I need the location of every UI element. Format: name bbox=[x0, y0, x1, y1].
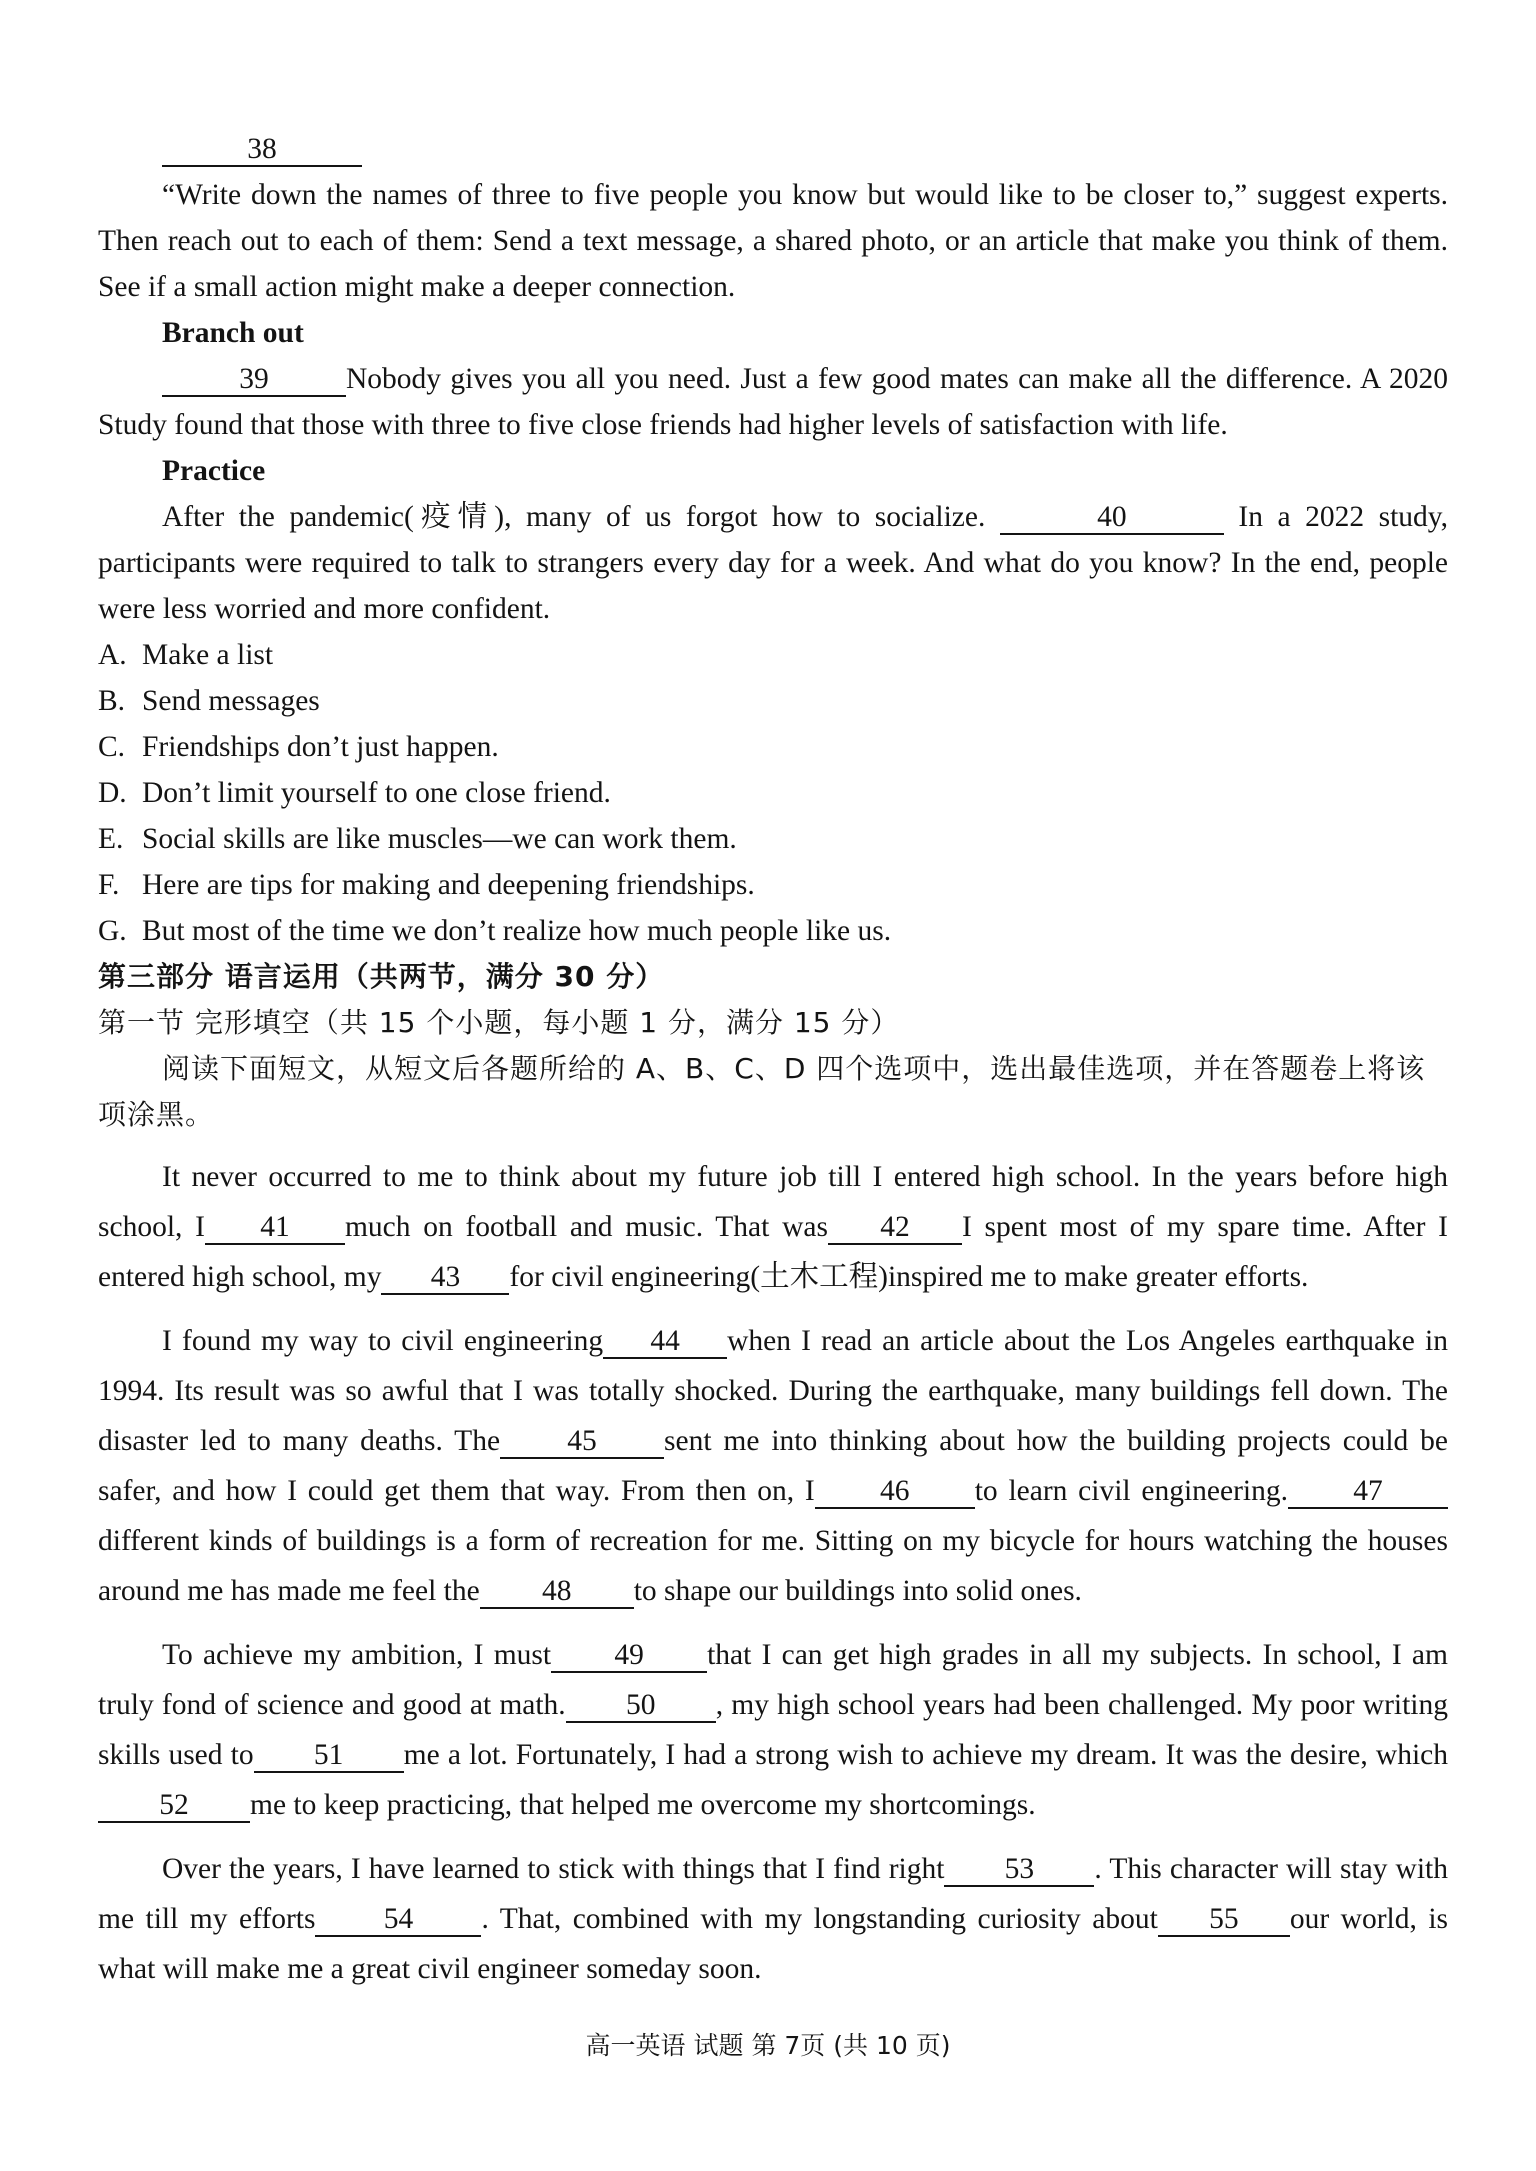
option-d: D. Don’t limit yourself to one close friend. bbox=[98, 777, 611, 809]
reading-paragraph-3b: In a 2022 study, participants were required to talk to strangers every day for a week. And what do you know? In the end, people were less worried and more confident. bbox=[98, 501, 1449, 625]
cloze-paragraph-2: I found my way to civil engineering 44 when I read an article about the Los Angeles earthquake in 1994. Its result was so awful that I was totally shocked. During the earthquake, many buildings fell down. The disaster led to many deaths. The 45 sent me into thinking about how the building projects could be safer, and how I could get them that way. From then on, I 46 to learn civil engineering. 47different kinds of buildings is a form of recreation for me. Sitting on my bicycle for hours watching the houses around me has made me feel the 48 to shape our buildings into solid ones. bbox=[98, 1325, 1448, 1607]
blank-42: 42 bbox=[828, 1211, 962, 1245]
blank-41: 41 bbox=[205, 1211, 345, 1245]
option-f: F. Here are tips for making and deepening friendships. bbox=[98, 869, 755, 901]
blank-47: 47 bbox=[1288, 1475, 1448, 1509]
cloze-paragraph-1: It never occurred to me to think about my future job till I entered high school. In the years before high school, I 41 much on football and music. That was 42 I spent most of my spare time. After I entered high school, my 43 for civil engineering(土木工程)inspired me to make greater efforts. bbox=[98, 1161, 1448, 1293]
heading-practice: Practice bbox=[162, 455, 266, 487]
blank-51: 51 bbox=[254, 1739, 404, 1773]
reading-paragraph-2 bbox=[98, 356, 1448, 448]
blank-38-line bbox=[98, 126, 1448, 172]
option-c: C. Friendships don’t just happen. bbox=[98, 731, 499, 763]
section-3-title: 第三部分 语言运用（共两节，满分 30 分） bbox=[98, 960, 665, 993]
reading-paragraph-1: “Write down the names of three to five people you know but would like to be closer to,” suggest experts. Then reach out to each of them: Send a text message, a shared photo, or an article that make you think of them. See if a small action might make a deeper connection. bbox=[98, 179, 1448, 303]
heading-branch-out: Branch out bbox=[162, 317, 304, 349]
page-footer: 高一英语 试题 第 7页 (共 10 页) bbox=[585, 2031, 951, 2060]
blank-48: 48 bbox=[480, 1575, 634, 1609]
blank-45: 45 bbox=[500, 1425, 664, 1459]
blank-46: 46 bbox=[815, 1475, 975, 1509]
cloze-paragraph-3: To achieve my ambition, I must 49 that I can get high grades in all my subjects. In school, I am truly fond of science and good at math. 50 , my high school years had been challenged. My poor writing skills used to 51 me a lot. Fortunately, I had a strong wish to achieve my dream. It was the desire, which52 me to keep practicing, that helped me overcome my shortcomings. bbox=[98, 1639, 1448, 1821]
option-a: A. Make a list bbox=[98, 639, 274, 671]
section-3-instruction: 阅读下面短文，从短文后各题所给的 A、B、C、D 四个选项中，选出最佳选项，并在答题卷上将该项涂黑。 bbox=[98, 1052, 1426, 1131]
blank-53: 53 bbox=[944, 1853, 1094, 1887]
section-3-subtitle: 第一节 完形填空（共 15 个小题，每小题 1 分，满分 15 分） bbox=[98, 1006, 900, 1039]
blank-50: 50 bbox=[566, 1689, 716, 1723]
reading-paragraph-2-text: Nobody gives you all you need. Just a few good mates can make all the difference. A 2020 Study found that those with three to five close friends had higher levels of satisfaction with life. bbox=[98, 363, 1448, 441]
reading-paragraph-3 bbox=[98, 494, 1448, 632]
blank-38: 38 bbox=[162, 133, 362, 167]
blank-40: 40 bbox=[1000, 501, 1224, 535]
exam-page bbox=[98, 126, 1448, 1994]
option-e: E. Social skills are like muscles—we can work them. bbox=[98, 823, 737, 855]
blank-55: 55 bbox=[1158, 1903, 1290, 1937]
blank-54: 54 bbox=[315, 1903, 481, 1937]
option-list bbox=[98, 632, 1448, 954]
blank-39: 39 bbox=[162, 363, 346, 397]
cloze-passage bbox=[98, 1152, 1448, 1994]
option-g: G. But most of the time we don’t realize how much people like us. bbox=[98, 915, 892, 947]
reading-paragraph-3a: After the pandemic(疫情), many of us forgot how to socialize. bbox=[162, 501, 986, 533]
blank-43: 43 bbox=[381, 1261, 509, 1295]
option-b: B. Send messages bbox=[98, 685, 320, 717]
blank-52: 52 bbox=[98, 1789, 250, 1823]
cloze-paragraph-4: Over the years, I have learned to stick with things that I find right 53 . This character will stay with me till my efforts 54 . That, combined with my longstanding curiosity about 55 our world, is what will make me a great civil engineer someday soon. bbox=[98, 1853, 1449, 1985]
blank-44: 44 bbox=[603, 1325, 727, 1359]
blank-49: 49 bbox=[551, 1639, 707, 1673]
